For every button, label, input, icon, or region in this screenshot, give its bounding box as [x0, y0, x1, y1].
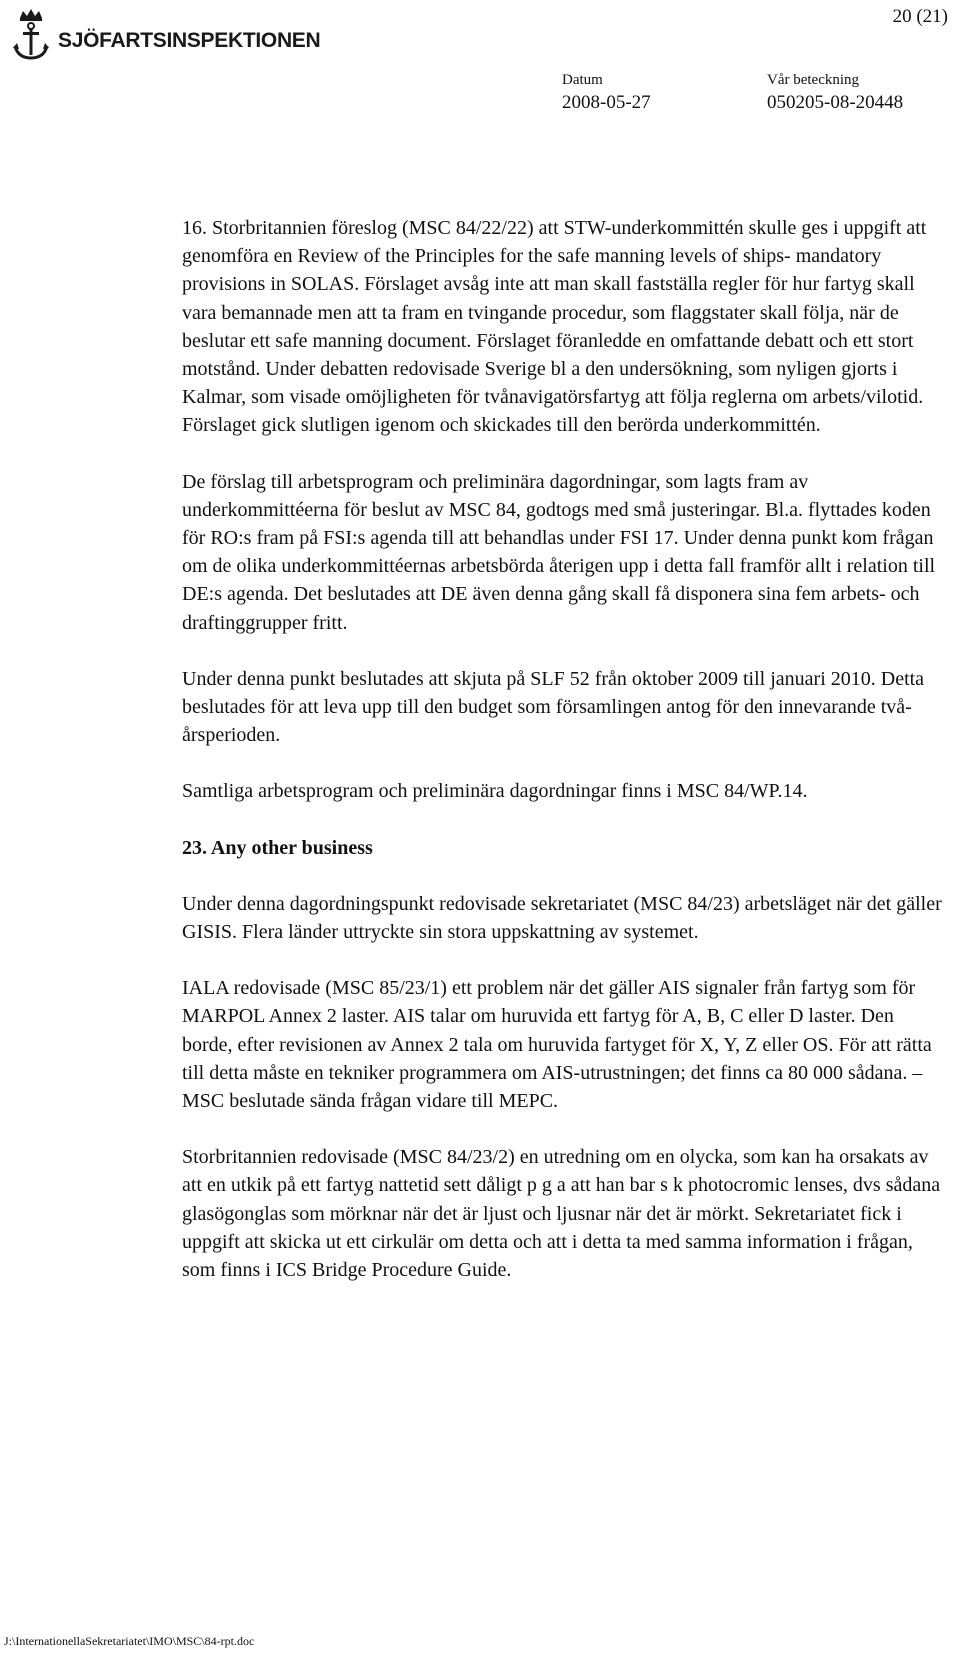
date-block — [562, 70, 651, 116]
paragraph: De förslag till arbetsprogram och preliminära dagordningar, som lagts fram av underkommittéerna för beslut av MSC 84, godtogs med små justeringar. Bl.a. flyttades koden för RO:s fram på FSI:s agenda till att behandlas under FSI 17. Under denna punkt kom frågan om de olika underkommittéernas arbetsbörda återigen upp i detta fall framför allt i relation till DE:s agenda. Det beslutades att DE även denna gång skall få disponera sina fem arbets- och draftinggrupper fritt. — [182, 470, 936, 634]
anchor-crown-emblem-icon — [8, 8, 54, 64]
page-number: 20 (21) — [892, 6, 948, 27]
reference-value: 050205-08-20448 — [767, 92, 904, 113]
paragraph: Under denna punkt beslutades att skjuta på SLF 52 från oktober 2009 till januari 2010. Detta beslutades för att leva upp till den budget som församlingen antog för den innevarande två-årsperioden. — [182, 667, 925, 747]
date-value: 2008-05-27 — [562, 92, 651, 113]
paragraph: 16. Storbritannien föreslog (MSC 84/22/22) att STW-underkommittén skulle ges i uppgift att genomföra en Review of the Principles for the safe manning levels of ships- mandatory provisions in SOLAS. Förslaget avsåg inte att man skall fastställa regler för hur fartyg skall vara bemannade men att ta fram en tvingande procedur, som flaggstater skall följa, när de beslutar ett safe manning document. Förslaget föranledde en omfattande debatt och ett stort motstånd. Under debatten redovisade Sverige bl a den undersökning, som nyligen gjorts i Kalmar, som visade omöjligheten för tvånavigatörsfartyg att följa reglerna om arbets/vilotid. Förslaget gick slutligen igenom och skickades till den berörda underkommittén. — [182, 217, 927, 437]
org-logo — [8, 6, 321, 66]
paragraph: Samtliga arbetsprogram och preliminära dagordningar finns i MSC 84/WP.14. — [182, 780, 808, 803]
footer-file-path: J:\InternationellaSekretariatet\IMO\MSC\84-rpt.doc — [4, 1634, 255, 1648]
reference-block — [767, 70, 903, 116]
org-name: SJÖFARTSINSPEKTIONEN — [58, 29, 321, 52]
paragraph: Under denna dagordningspunkt redovisade sekretariatet (MSC 84/23) arbetsläget när det gäller GISIS. Flera länder uttryckte sin stora uppskattning av systemet. — [182, 892, 942, 944]
date-label: Datum — [562, 72, 603, 88]
paragraph: Storbritannien redovisade (MSC 84/23/2) en utredning om en olycka, som kan ha orsakats av att en utkik på ett fartyg nattetid sett dåligt p g a att han bar s k photocromic lenses, dvs sådana glasögonglas som mörknar när det är ljust och ljusnar när det är mörkt. Sekretariatet fick i uppgift att skicka ut ett cirkulär om detta och att i detta ta med samma information i frågan, som finns i ICS Bridge Procedure Guide. — [182, 1146, 941, 1282]
document-body — [182, 214, 944, 1312]
section-heading: 23. Any other business — [182, 836, 373, 859]
paragraph: IALA redovisade (MSC 85/23/1) ett problem när det gäller AIS signaler från fartyg som för MARPOL Annex 2 laster. AIS talar om huruvida ett fartyg för A, B, C eller D laster. Den borde, efter revisionen av Annex 2 tala om huruvida fartyget för X, Y, Z eller OS. För att rätta till detta måste en tekniker programmera om AIS-utrustningen; det finns ca 80 000 sådana. – MSC beslutade sända frågan vidare till MEPC. — [182, 977, 932, 1113]
reference-label: Vår beteckning — [767, 72, 860, 88]
